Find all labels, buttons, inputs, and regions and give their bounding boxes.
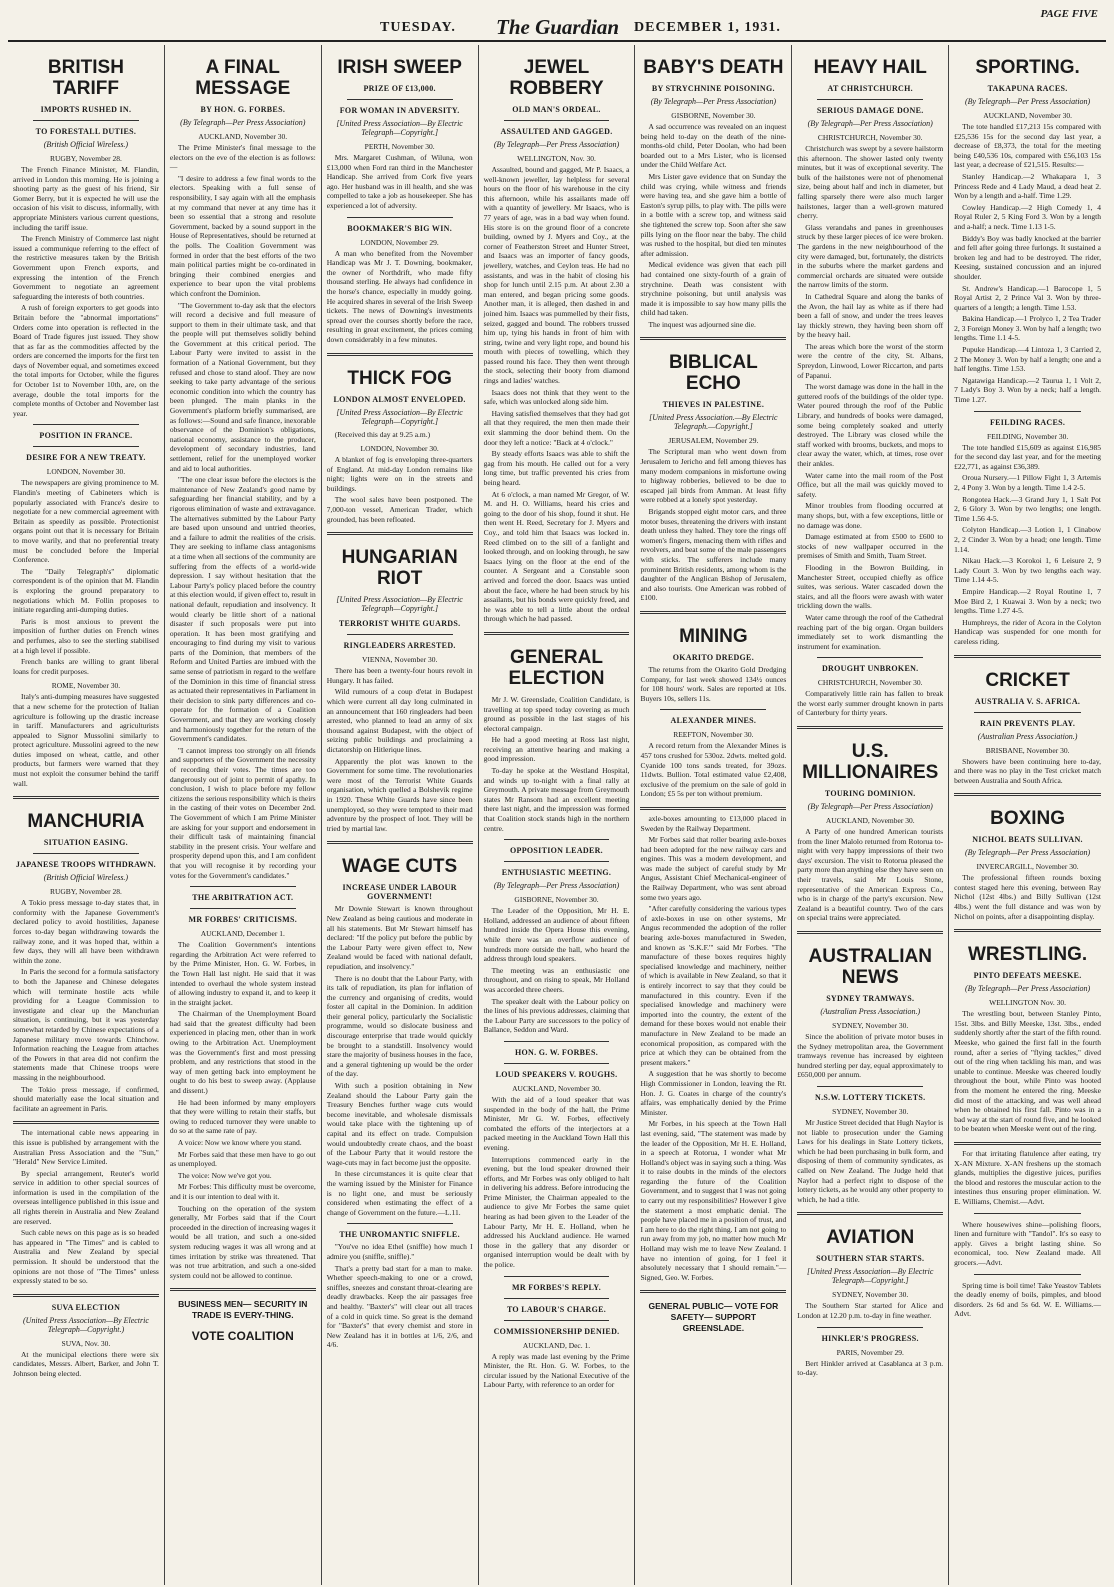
dateline: RUGBY, November 28.: [49, 887, 122, 897]
paragraph: Mr Forbes said that these men have to go out as unemployed.: [169, 1149, 316, 1169]
section-divider: [327, 532, 473, 535]
credit-line: [United Press Association—By Electric Telegraph—Copyright.]: [336, 119, 463, 137]
headline: BIBLICAL ECHO: [669, 352, 758, 395]
divider: [347, 99, 453, 100]
subheadline: INCREASE UNDER LABOUR GOVERNMENT!: [342, 883, 457, 902]
section-divider: [327, 353, 473, 356]
masthead: [8, 6, 1106, 42]
column-5: [635, 45, 792, 1585]
subheadline: TOURING DOMINION.: [824, 789, 916, 799]
subheadline: RINGLEADERS ARRESTED.: [343, 641, 456, 651]
paragraph: The areas which bore the worst of the storm were the centre of the city, St. Albans, Spreydon, Linwood, Lower Riccarton, and parts of Papanui.: [797, 341, 944, 380]
dateline: PARIS, November 29.: [836, 1347, 904, 1357]
advertisement: VOTE COALITION: [191, 1329, 294, 1344]
dateline: SYDNEY, November 30.: [832, 1021, 909, 1030]
dateline: INVERCARGILL, November 30.: [976, 862, 1079, 872]
subheadline: TO FORESTALL DUTIES.: [35, 127, 137, 136]
section-divider: [797, 931, 943, 934]
paragraph: The returns from the Okarito Gold Dredging Company, for last week showed 134½ ounces for 108 hours' work. Sales are reported at 10s. Buyers 10s, sellers 11s.: [640, 664, 787, 703]
paragraph: Nikau Hack.—3 Korokoi 1, 6 Leisure 2, 9 Lady Court 3. Won by two lengths each way. Time 1.14 4-5.: [954, 556, 1102, 585]
credit-line: (Australian Press Association.): [820, 1007, 921, 1016]
headline: THICK FOG: [347, 367, 452, 389]
dateline: SYDNEY, November 30.: [832, 1290, 909, 1300]
subheadline: OPPOSITION LEADER.: [510, 846, 603, 856]
divider: [33, 424, 139, 425]
paragraph: Since the abolition of private motor buses in the Sydney metropolitan area, the Government tramways revenue has increased by eighteen hundred sterling per day, equal approximately to £650,000 per annum.: [797, 1032, 944, 1080]
subheadline: JAPANESE TROOPS WITHDRAWN.: [15, 860, 156, 870]
subheadline: SITUATION EASING.: [43, 838, 128, 848]
divider: [190, 886, 296, 887]
divider: [347, 1223, 453, 1224]
subheadline: THIEVES IN PALESTINE.: [662, 400, 765, 410]
column-7: [949, 45, 1106, 1585]
paragraph: Mr Forbes, in his speech at the Town Hall last evening, said, "The statement was made by the leader of the Opposition, Mr H. E. Holland, in a speech at Rotorua, I wonder what Mr Holland's object was in saying such a thing. Was it to raise doubts in the minds of the electors regarding the future of the Coalition Government, and to suggest that I was not going to carry out my responsibilities? However I give the statement a most emphatic denial. The people have placed me in a position of trust, and I am here to do the right thing. I am not going to run away from my job, no matter how much Mr Holland may wish me to leave New Zealand. I have no intention of going, for I feel it absolutely necessary that I should remain."—Signed, Geo. W. Forbes.: [640, 1119, 787, 1282]
paragraph: "I desire to address a few final words to the electors. Speaking with a full sense of responsibility, I say again with all the emphasis at my command that never at any time has it been so essential that a strong and resolute Government, backed by a sound support in the House of Representatives, should be returned at the polls. The Coalition Government was formed in order that the best efforts of the two main political parties might be co-ordinated in bringing their combined energies and experience to bear upon the vital problems which confront the Dominion.: [169, 173, 316, 298]
credit-line: [United Press Association.—By Electric Telegraph.—Copyright.]: [649, 413, 778, 432]
credit-line: [United Press Association—By Electric Telegraph—Copyright.]: [336, 407, 463, 426]
paragraph: He had a good meeting at Ross last night, receiving an attentive hearing and making a good impression.: [483, 735, 630, 764]
divider: [33, 446, 139, 447]
paragraph: A rush of foreign exporters to get goods into Britain before the "abnormal importations" Orders come into operation is reflected in the Board of Trade figures just issued. They show that as far as the commodities affected by the orders are concerned the imports for the first ten days of November equal, and sometimes exceed the total imports for October, while the figures for October 1st to November 10th, are, on the average, double the total imports for the complete months of October and November last year.: [13, 303, 159, 418]
divider: [660, 709, 766, 710]
headline: A FINAL MESSAGE: [195, 57, 291, 99]
section-divider: [13, 1121, 159, 1124]
subheadline: LONDON ALMOST ENVELOPED.: [333, 394, 466, 404]
paragraph: The Coalition Government's intentions regarding the Arbitration Act were referred to by the Prime Minister, Hon. G. W. Forbes, in the Town Hall last night. He said that it was intended to overhaul the whole system instead of allowing industry to expand it, and to keep it in the straight jacket.: [169, 940, 316, 1007]
masthead-day: TUESDAY.: [380, 20, 456, 35]
column-6: [792, 45, 949, 1585]
subheadline: SERIOUS DAMAGE DONE.: [816, 106, 924, 115]
credit-line: (By Telegraph—Per Press Association): [180, 118, 306, 127]
column-2: [165, 45, 322, 1585]
subheadline: PINTO DEFEATS MEESKE.: [973, 971, 1082, 981]
dateline: AUCKLAND, November 30.: [512, 1083, 601, 1093]
paragraph: By steady efforts Isaacs was able to shift the gag from his mouth. He called out for a very long time, but traffic prevented his cries from being heard.: [483, 449, 630, 487]
paragraph: The international cable news appearing in this issue is published by arrangement with the Australian Press Association and the "Sun," "Herald" New Service Limited.: [13, 1128, 159, 1167]
section-divider: [327, 841, 473, 844]
subheadline: PRIZE OF £13,000.: [363, 84, 436, 93]
divider: [504, 1063, 610, 1064]
credit-line: (By Telegraph—Per Press Association): [807, 802, 933, 812]
subheadline: FOR WOMAN IN ADVERSITY.: [339, 106, 460, 115]
credit-line: (By Telegraph—Per Press Association): [964, 97, 1091, 106]
paragraph: Mr J. W. Greenslade, Coalition Candidate, is travelling at top speed today covering as much ground as possible in the last stages of his electoral campaign.: [483, 694, 630, 733]
subheadline: NICHOL BEATS SULLIVAN.: [972, 835, 1083, 845]
paragraph: Stanley Handicap.—2 Whakapara 1, 3 Princess Rede and 4 Lady Maud, a dead heat 2. Won by a length and a-half. Time 1.29.: [954, 171, 1102, 201]
paragraph: The French Finance Minister, M. Flandin, arrived in London this morning. He is joining a shooting party as the guest of his friend, Sir Gomer Berry, but it is expected he will use the occasion of his visit to discuss, informally, with appropriate Ministers various current questions, including the tariff issue.: [13, 165, 159, 232]
headline: GENERAL ELECTION: [508, 646, 605, 689]
paragraph: There is no doubt that the Labour Party, with its talk of repudiation, its plan for inflation of the currency and organising of credits, would foster all capital in the Dominion. In addition their general policy, particularly the Socialistic programme, would so dislocate business and discourage enterprise that trade would quickly be brought to a standstill. Insolvency would stare the majority of business houses in the face, and a general tightening up would be the order of the day.: [326, 973, 473, 1079]
column-1: [8, 45, 165, 1585]
divider: [33, 120, 139, 121]
paragraph: Bakina Handicap.—1 Prolyco 1, 2 Tea Trader 2, 3 Foreign Money 3. Won by half a length; two lengths. Time 1.1 4-5.: [954, 314, 1102, 343]
paragraph: Brigands stopped eight motor cars, and three motor buses, threatening the drivers with instant death unless they halted. They tore the rings off women's fingers, menacing them with rifles and revolvers, and beat some of the male passengers with sticks. The sufferers include many prominent British residents, among whom is the daughter of the Anglican Bishop of Jerusalem, and also tourists. One American was robbed of £100.: [640, 507, 787, 603]
paragraph: Mr Downie Stewart is known throughout New Zealand as being cautious and moderate in all his statements. But Mr Stewart himself has declared: "If the policy put before the public by the Labour Party were given effect to, New Zealand would be faced with national default, repudiation, and insolvency.": [326, 904, 473, 971]
dateline: JERUSALEM, November 29.: [668, 436, 759, 446]
dateline: LONDON, November 30.: [46, 467, 126, 477]
paragraph: Mrs Lister gave evidence that on Sunday the child was crying, while witness and friends were having tea, and she gave him a bottle of Easton's syrup pills, to play with. The pills were in a bottle with a screw top, and witness said she tightened the screw top. Soon after she saw pills lying on the floor near the baby. The child was rushed to the hospital, but died ten minutes after admission.: [640, 171, 787, 258]
credit-line: (British Official Wireless.): [43, 140, 129, 149]
paragraph: A record return from the Alexander Mines is 457 tons crushed for 530oz. 2dwts. melted gold. Cyanide 100 tons sands treated, for 39ozs. 11dwts. Bullion. Total estimated value £2,408, exclusive of the premium on the sale of gold in London; £5 5s per ton without premium.: [640, 741, 787, 799]
subheadline: HON. G. W. FORBES.: [515, 1047, 598, 1057]
subheadline: IMPORTS RUSHED IN.: [40, 105, 132, 114]
dateline: WELLINGTON, Nov. 30.: [517, 154, 596, 163]
paragraph: Rongotea Hack.—3 Grand Jury 1, 1 Salt Pot 2, 6 Glory 3. Won by two lengths; one length. Time 1.56 4-5.: [954, 494, 1102, 523]
paragraph: In these circumstances it is quite clear that the warning issued by the Minister for Finance is no light one, and must be seriously considered when estimating the effect of a change of Government on the future.—L.11.: [326, 1169, 473, 1217]
divider: [190, 908, 296, 909]
paragraph: Interruptions commenced early in the evening, but the loud speaker drowned their efforts, and Mr Forbes was only obliged to halt in delivering his address. Before introducing the Prime Minister, the Chairman appealed to the audience to give Mr Forbes the same quiet hearing as had been given to the Leader of the Labour Party, Mr H. E. Holland, when he addressed his Auckland audience. He warned those in the gallery that any disorder or organised interruption would be dealt with by the police.: [483, 1154, 630, 1270]
divider: [504, 861, 610, 862]
divider: [504, 120, 610, 121]
paragraph: Where housewives shine—polishing floors, linen and furniture with "Tandol". It's so easy to apply. Gives a bright lasting shine. So economical, too. New Zealand made. All grocers.—Advt.: [954, 1219, 1102, 1267]
section-divider: [640, 611, 786, 614]
paragraph: A voice: Now we know where you stand.: [177, 1138, 302, 1147]
headline: JEWEL ROBBERY: [509, 57, 604, 99]
divider: [817, 1327, 923, 1328]
section-divider: [13, 796, 159, 799]
section-divider: [797, 1212, 943, 1215]
paragraph: "The one clear issue before the electors is the maintenance of New Zealand's good name by safeguarding her financial stability, and by a rigorous elimination of waste and extravagance. The alternatives submitted by the Labour Party are based upon unsound and untried theories, and a failure to admit the realities of the crisis. They are seeking to inflame class antagonisms at a time when all sections of the community are suffering from the effects of a world-wide depression. I say without hesitation that the Labour Party's policy placed before the country at this election would, if given effect to, result in national default, repudiation and insolvency. It would clearly be little short of a national disaster if such proposals were put into operation. It has been most gratifying and encouraging to find during my visit to various parts of the Dominion, that members of the Reform and United Parties are imbued with the same sense of patriotism in regard to the welfare of the Dominion in this time of financial stress as actuated their representatives in Parliament in their decision to sink party differences and co-operate for the formation of a Coalition Government, and that they are working closely and harmoniously together for the return of the Government's candidates.: [169, 475, 316, 744]
dateline: AUCKLAND, November 30.: [983, 111, 1072, 120]
credit-line: [United Press Association—By Electric Telegraph—Copyright.]: [807, 1267, 934, 1286]
paragraph: The Leader of the Opposition, Mr H. E. Holland, addressed an audience of about fifteen hundred inside the Opera House this evening, while there was an overflow audience of hundreds more outside the hall, who heard the address through loud speakers.: [483, 906, 630, 964]
divider: [974, 712, 1081, 713]
subheadline: BY STRYCHNINE POISONING.: [651, 84, 775, 93]
dateline: CHRISTCHURCH, November 30.: [817, 133, 923, 142]
credit-line: (By Telegraph—Per Press Association): [493, 881, 620, 891]
paragraph: Showers have been continuing here to-day, and there was no play in the Test cricket match between Australia and South Africa.: [954, 756, 1102, 785]
received-note: (Received this day at 9.25 a.m.): [334, 429, 431, 439]
subheadline: BOOKMAKER'S BIG WIN.: [347, 223, 453, 233]
paragraph: Christchurch was swept by a severe hailstorm this afternoon. The shower lasted only twenty minutes, but it was of exceptional severity. The bulk of the hailstones were not of phenomenal size, being about half and inch in diameter, but falling sparsely there were also much larger hailstones, larger than a well-grown matured cherry.: [797, 144, 944, 221]
dateline: AUCKLAND, November 30.: [198, 132, 288, 141]
paragraph: In Cathedral Square and along the banks of the Avon, the hail lay as white as if there had been a fall of snow, and under the trees leaves lay thickly strewn, they having been shorn off by the heavy hail.: [797, 291, 944, 340]
headline: HUNGARIAN RIOT: [341, 547, 458, 590]
dateline: BRISBANE, November 30.: [985, 745, 1070, 755]
paragraph: The Chairman of the Unemployment Board had said that the greatest difficulty had been experienced in placing men, other than in work owing to the Arbitration Act. Unemployment was the Government's first and most pressing problem, and any restrictions that stood in the way of men getting back into employment he ought to do his best to sweep away. (Applause and dissent.): [169, 1009, 316, 1096]
divider: [504, 1041, 610, 1042]
paragraph: Oroua Nursery.—1 Pillow Fight 1, 3 Artemis 2, 4 Pony 3. Won by a length. Time 1.4 2-5.: [954, 473, 1102, 492]
credit-line: (By Telegraph—Per Press Association): [650, 97, 776, 106]
headline: U.S. MILLIONAIRES: [802, 741, 939, 784]
paragraph: Medical evidence was given that each pill had contained one sixty-fourth of a grain of strychnine. Death was consistent with strychnine poisoning, but until analysis was made it is impossible to say how many pills the child had taken.: [640, 260, 787, 318]
headline: BOXING: [990, 808, 1066, 830]
divider: [817, 99, 923, 100]
paragraph: The newspapers are giving prominence to M. Flandin's meeting of Cabineters which is popularly associated with France's desire to negotiate for a new commercial agreement with Britain as speedily as possible. Protectionist organs point out that it is necessary for Britain to move warily, and that no preferential treaty must be concluded before the Imperial Conference.: [13, 478, 159, 565]
credit-line: (By Telegraph—Per Press Association): [964, 984, 1091, 994]
subheadline: ASSAULTED AND GAGGED.: [500, 127, 613, 136]
paragraph: Humphreys, the rider of Acora in the Colyton Handicap was suspended for one month for careless riding.: [954, 617, 1102, 646]
divider: [504, 1320, 610, 1321]
paragraph: Having satisfied themselves that they had got all that they required, the men then made their exit slamming the door behind them. On the door they left a notice: "Back at 4 o'clock.": [483, 408, 630, 447]
subheadline: OKARITO DREDGE.: [672, 652, 754, 662]
paragraph: A Party of one hundred American tourists from the liner Malolo returned from Rotorua to-night with very happy impressions of their two days' excursion. The visit to Rotorua pleased the party more than anything else they have seen on their travels, said Mr Louis Stone, representative of the American Express Co., who is in charge of the party's excursion. New Zealand is a beautiful country. Two of the cars on special trains were appreciated.: [797, 827, 944, 923]
paragraph: Wild rumours of a coup d'etat in Budapest which were current all day long culminated in an announcement that 160 ringleaders had been arrested, who planned to lead an army of six thousand against Budapest, with the object of seizing public buildings and proclaiming a dictatorship on Hitlerique lines.: [326, 687, 473, 754]
paragraph: Comparatively little rain has fallen to break the worst early summer drought known in parts of Canterbury for thirty years.: [797, 689, 944, 718]
subheadline: ENTHUSIASTIC MEETING.: [501, 868, 612, 878]
subheadline: SYDNEY TRAMWAYS.: [826, 994, 915, 1003]
paragraph: In Paris the second for a formula satisfactory to both the Japanese and Chinese delegates which will terminate hostile acts while providing for a League Commission to investigate and clear up the Manchurian situation, is continuing, but it was yesterday somewhat retarded by Chinese expectations of a Japanese military move towards Chinchow. Information reaching the League from attaches of the Powers in that area did not confirm the statements made that Chinese troops were massing in the neighbourhood.: [13, 967, 159, 1082]
paragraph: The worst damage was done in the hall in the guttered roofs of the buildings of the older type. Water poured through the roof of the Public Library, and hundreds of books were damaged, some being completely soaked and utterly destroyed. The Library was closed while the staff worked with brooms, buckets, and mops to clear away the water, which, at times, rose over their ankles.: [797, 382, 944, 468]
subheadline: FEILDING RACES.: [989, 417, 1066, 427]
paragraph: Pupuke Handicap.—4 Lintoza 1, 3 Carried 2, 2 The Money 3. Won by half a length; one and a half lengths. Time 1.53.: [954, 345, 1102, 374]
subheadline: DESIRE FOR A NEW TREATY.: [26, 453, 146, 463]
section-divider: [954, 655, 1101, 658]
dateline: CHRISTCHURCH, November 30.: [817, 678, 923, 688]
paragraph: The meeting was an enthusiastic one throughout, and on rising to speak, Mr Holland was accorded three cheers.: [483, 965, 630, 994]
paragraph: A man who benefited from the November Handicap was Mr J. T. Downing, bookmaker, the owner of Northdrift, who made fifty thousand sterling. He always had confidence in the horse's chance, especially in muddy going. He acquired shares in several of the Irish Sweep tickets. The news of Downing's investments spread over the courses shortly before the race, resulting in great excitement, the prices coming down considerably in a few minutes.: [326, 248, 473, 344]
subheadline: TERRORIST WHITE GUARDS.: [338, 619, 461, 629]
paragraph: Mr Forbes: This difficulty must be overcome, and it is our intention to deal with it.: [169, 1182, 316, 1201]
paragraph: The voice: Now we've got you.: [177, 1170, 272, 1180]
divider: [347, 217, 453, 218]
headline: SPORTING.: [975, 57, 1080, 78]
paragraph: The wool sales have been postponed. The 7,000-ton vessel, American Trader, which grounded, has been refloated.: [326, 495, 473, 524]
paragraph: Empire Handicap.—2 Royal Routine 1, 7 Moe Bird 2, 1 Kuawai 3. Won by a neck; two lengths. Time 1.27 4-5.: [954, 586, 1102, 616]
subheadline: MR FORBES' CRITICISMS.: [188, 915, 298, 925]
masthead-date: DECEMBER 1, 1931.: [634, 20, 781, 35]
masthead-paper-title: The Guardian: [496, 15, 620, 39]
subheadline: RAIN PREVENTS PLAY.: [980, 718, 1076, 728]
paragraph: He had been informed by many employers that they were willing to retain their staffs, but owing to reduced turnover they were unable to do so at the same rate of pay.: [169, 1097, 316, 1136]
subheadline: LOUD SPEAKERS V. ROUGHS.: [495, 1069, 618, 1079]
section-divider: [640, 1290, 786, 1293]
divider: [33, 853, 139, 854]
dateline: AUCKLAND, November 30.: [825, 816, 915, 826]
paragraph: The Scriptural man who went down from Jerusalem to Jericho and fell among thieves has many modern companions in misfortune owing to highway robberies, believed to be due to escaped jail birds from Amman. At least fifty were robbed at a lonely spot yesterday.: [640, 447, 787, 505]
headline: IRISH SWEEP: [337, 57, 462, 78]
dateline: GISBORNE, November 30.: [671, 111, 756, 120]
subheadline: DROUGHT UNBROKEN.: [821, 664, 919, 674]
dateline: WELLINGTON Nov. 30.: [989, 998, 1067, 1008]
paragraph: Paris is most anxious to prevent the imposition of further duties on French wines and perfumes, also to see the sterling stabilised at a high level if possible.: [13, 616, 159, 655]
paragraph: The inquest was adjourned sine die.: [648, 319, 756, 329]
subheadline: N.S.W. LOTTERY TICKETS.: [815, 1092, 926, 1102]
section-divider: [797, 726, 943, 729]
paragraph: Bert Hinkler arrived at Casablanca at 3 p.m. to-day.: [797, 1358, 944, 1378]
dateline: FEILDING, November 30.: [986, 431, 1069, 441]
headline: AUSTRALIAN NEWS: [808, 946, 932, 988]
subheadline: MR FORBES'S REPLY.: [511, 1282, 602, 1292]
section-divider: [170, 1288, 316, 1291]
credit-line: (By Telegraph—Per Press Association): [807, 119, 933, 128]
headline: WAGE CUTS: [342, 856, 458, 878]
paragraph: Such cable news on this page as is so headed has appeared in "The Times" and is cabled to Australia and New Zealand by special permission. It should be understood that the opinions are not those of "The Times" unless expressly stated to be so.: [13, 1228, 159, 1286]
paragraph: Damage estimated at from £500 to £600 to stocks of new wallpaper occurred in the premises of Smith and Smith, Tuam Street.: [797, 532, 944, 561]
paragraph: A sad occurrence was revealed on an inquest being held to-day on the death of the nine-months-old child, Peter Doolan, who had been boarded out to a Mrs Lister, who is licensed under the Child Welfare Act.: [640, 122, 787, 170]
advertisement: BUSINESS MEN— SECURITY IN TRADE IS EVERY-THING.: [178, 1299, 308, 1321]
subheadline: SOUTHERN STAR STARTS.: [816, 1254, 925, 1264]
headline: HEAVY HAIL: [813, 57, 927, 78]
paragraph: French banks are willing to grant liberal loans for credit purposes.: [13, 657, 159, 676]
paragraph: The wrestling bout, between Stanley Pinto, 15st. 3lbs. and Billy Meeske, 13st. 3lbs., ended suddenly shortly after the start of the fifth round. Meeske, who gained the first fall in the fourth round, after a series of "flying tackles," dived out of the ring when tackling his man, and was unable to continue. Meeske was cheered loudly throughout the bout, while Pinto was hooted from the moment he entered the ring. Meeske did most of the attacking, and was well ahead when he obtained his first fall. Pinto was in a bad way at the start of round five, and he looked to be beaten when Meeske went out of the ring.: [954, 1009, 1102, 1134]
headline: BABY'S DEATH: [643, 57, 784, 78]
section-divider: [640, 337, 786, 340]
paragraph: With the aid of a loud speaker that was suspended in the body of the hall, the Prime Minister, Mr G. W. Forbes, effectively combated the efforts of the interjectors at a packed meeting in the Auckland Town Hall this evening.: [483, 1094, 630, 1152]
divider: [504, 1276, 610, 1277]
paragraph: With such a position obtaining in New Zealand should the Labour Party gain the Treasury Benches further wage cuts would become inevitable, and wholesale dismissals would take place with the tightening up of capital and its effect on trade. Compulsion would undoubtedly create chaos, and the boast of the Labour Party that it would restore the wage-cuts may in fact become just the opposite.: [326, 1081, 473, 1167]
dateline: PERTH, November 30.: [364, 142, 435, 151]
headline: WRESTLING.: [967, 944, 1088, 966]
dateline: RUGBY, November 28.: [49, 154, 122, 163]
divider: [817, 1086, 923, 1087]
headline: MINING: [679, 625, 748, 647]
paragraph: The speaker dealt with the Labour policy on the lines of his previous addresses, claiming that the Labour Party are successors to the policy of Ballance, Seddon and Ward.: [483, 996, 630, 1035]
divider: [347, 634, 453, 635]
paragraph: A blanket of fog is enveloping three-quarters of England. At mid-day London remains like night; lights were on in the streets and buildings.: [326, 455, 473, 493]
dateline: ROME, November 30.: [51, 681, 121, 691]
paragraph: Water came through the roof of the Cathedral reaching part of the big organ. Organ builders immediately set to work dismantling the instrument for examination.: [797, 612, 944, 651]
paragraph: The French Ministry of Commerce last night issued a communique referring to the effect of the restrictive measures taken by the British Government upon French exports, and expressing the intention of the French Government to negotiate an agreement safeguarding the interests of both countries.: [13, 234, 159, 301]
page-label: PAGE FIVE: [1040, 8, 1098, 20]
paragraph: Assaulted, bound and gagged, Mr P. Isaacs, a well-known jeweller, lay helpless for several hours on the floor of his warehouse in the city this afternoon, while his assailants made off with a quantity of jewellery. Mr Isaacs, who is 77 years of age, was in a bad way when found. His store is on the ground floor of a concrete building, owned by J. Myers and Coy., at the corner of Featherston Street and Hunter Street, and Isaacs was an importer of fancy goods, jewellery, watches, and Ceylon teas. He had no assistants, and was in the habit of closing his shop for lunch until 2.15 p.m. At about 2.30 a man entered, and began pricing some goods. Another man, it is alleged, then dashed in and joined him. Isaacs was pummelled by their fists, seized, gagged and bound. The robbers trussed him up, tying his hands in front of him with string, twine and very light rope, and bound his mouth with pieces of towelling, which they passed round his face. They then went through the stock, selecting their booty from diamond rings and ladies' watches.: [483, 165, 630, 386]
column-3: [322, 45, 479, 1585]
divider: [974, 1213, 1081, 1214]
paragraph: Isaacs does not think that they went to the safe, which was unlocked along side him.: [483, 387, 630, 407]
advertisement: GENERAL PUBLIC— VOTE FOR SAFETY— SUPPORT GREENSLADE.: [648, 1301, 779, 1334]
divider: [974, 411, 1081, 412]
paragraph: Colyton Handicap.—3 Lotion 1, 1 Cinabow 2, 2 Cinder 3. Won by a head; one length. Time 1.14.: [954, 525, 1102, 554]
paragraph: At 6 o'clock, a man named Mr Gregor, of W. M. and H. O. Williams, heard his cries and going to the door of his shop, found it shut. He then went H. Reed, Secretary for J. Myers and Coy., and told him that Isaacs was locked in. Reed climbed on to the sill of a fanlight and looked through, and on looking through, he saw Isaacs lying on the floor at the end of the counter. A Sergeant and a Constable soon arrived and forced the door. Isaacs was untied about the face, where he had been struck by his assailants, but his bonds were quickly freed, and he was able to tell a little about the ordeal through which he had passed.: [483, 489, 630, 624]
paragraph: Minor troubles from flooding occurred at many shops, but, with a few exceptions, little or no damage was done.: [797, 501, 944, 530]
paragraph: At the municipal elections there were six candidates, Messrs. Albert, Barker, and John T. Johnson being elected.: [13, 1349, 159, 1378]
paragraph: To-day he spoke at the Westland Hospital, and winds up to-night with a final rally at Greymouth. A private message from Greymouth states Mr Ransom had an excellent meeting there last night, and the impression was formed that Coalition stock stands high in the northern centre.: [483, 766, 630, 833]
dateline: VIENNA, November 30.: [361, 655, 438, 665]
divider: [504, 1298, 610, 1299]
paragraph: The professional fifteen rounds boxing contest staged here this evening, between Ray Nichol (12st 4lbs.) and Billy Sullivan (12st 4lbs.) went the full distance and was won by Nichol on points, after a disappointing display.: [954, 873, 1102, 921]
paragraph: The Tokio press message, if confirmed, should materially ease the local situation and facilitate an agreement in Paris.: [13, 1084, 159, 1113]
dateline: AUCKLAND, Dec. 1.: [522, 1340, 591, 1350]
section-divider: [954, 793, 1101, 796]
subheadline: AUSTRALIA V. S. AFRICA.: [974, 696, 1081, 706]
divider: [504, 839, 610, 840]
paragraph: For that irritating flatulence after eating, try X-AN Mixture. X-AN freshens up the stomach glands, multiplies the digestive juices, purifies the blood and restores the muscular action to the intestines thus ensuring proper elimination. W. E. Williams, Chemist.—Advt.: [954, 1148, 1102, 1206]
subheadline: SUVA ELECTION: [51, 1302, 121, 1312]
dateline: REEFTON, November 30.: [673, 730, 754, 740]
subheadline: HINKLER'S PROGRESS.: [821, 1333, 919, 1343]
paragraph: Italy's anti-dumping measures have suggested that a new scheme for the protection of Italian agriculture is following up the drastic increase in tariff. Manufacturers and agriculturists appealed to Signor Mussolini similarly to protect agriculture. Mussolini agreed to the new duties imposed on wheat, cattle, and other products, but farmers were warned that they must not exploit the consumer behind the tariff wall.: [13, 692, 159, 788]
paragraph: Glass verandahs and panes in greenhouses struck by these larger pieces of ice were broken. The gardens in the new neighbourhood of the city were damaged, but, fortunately, the districts in the suburbs where the market gardens and commercial orchards are situated were outside the narrow limits of the storm.: [797, 222, 944, 290]
paragraph: "The Government to-day ask that the electors will record a decisive and full measure of support to them in their ultimate task, and that the people will put themselves solidly behind the Government at this critical period. The Labour Party were invited to assist in the formation of a National Government, but they refused and chose to stand aloof. They are now seeking to take party advantage of the serious economic condition into which the country has been plunged. The main planks in the Government's platform briefly summarised, are as follows:—Sound and safe finance, inexorable observance of the Dominion's obligations, national economy, assistance to the producer, development of secondary industries, land settlement, relief for the unemployed worker and aid to local authorities.: [169, 300, 316, 473]
paragraph: Apparently the plot was known to the Government for some time. The revolutionaries were most of the Terrorist White Guards organisation, which quelled a Bolshevik regime in 1920. These White Guards have since been unemployed, so they were tempted to their mad adventure by the prospect of loot. They will be tried by martial law.: [326, 756, 473, 833]
headline: BRITISH TARIFF: [47, 57, 124, 99]
paragraph: Touching on the operation of the system generally, Mr Forbes said that if the Court proceeded in the direction of increasing wages it would be all tration, and such a one-sided system reducing wages it was all wrong and at times irritation by strike was threatened. That was not true arbitration, and such a one-sided system could not be allowed to continue.: [169, 1203, 316, 1280]
dateline: LONDON, November 29.: [360, 237, 439, 247]
credit-line: (Australian Press Association.): [977, 731, 1078, 741]
dateline: SYDNEY, November 30.: [832, 1106, 909, 1116]
section-divider: [640, 807, 786, 810]
subheadline: TO LABOUR'S CHARGE.: [506, 1304, 607, 1314]
paragraph: A reply was made last evening by the Prime Minister, the Rt. Hon. G. W. Forbes, to the circular issued by the National Executive of the Labour Party, with reference to an order for: [483, 1351, 630, 1390]
paragraph: Cowley Handicap.—2 High Comedy 1, 4 Royal Ruler 2, 5 King Ford 3. Won by a length and a-half; a neck. Time 1.13 1-5.: [954, 202, 1102, 231]
paragraph: The tote handled £17,213 15s compared with £25,536 15s for the second day last year, a decrease of £8,373, the total for the meeting being £40,536 10s, compared with £56,103 15s last year, a decrease of £21,515. Results:—: [954, 122, 1102, 170]
column-4: [479, 45, 636, 1585]
subheadline: TAKAPUNA RACES.: [987, 84, 1068, 93]
paragraph: A suggestion that he was shortly to become High Commissioner in London, leaving the Rt. Hon. J. G. Coates in charge of the country's affairs, was emphatically denied by the Prime Minister.: [640, 1069, 787, 1117]
paragraph: The Southern Star started for Alice and London at 12.20 p.m. to-day in fine weather.: [797, 1301, 944, 1320]
headline: CRICKET: [985, 669, 1070, 691]
paragraph: Flooding in the Bowron Building, in Manchester Street, occupied chiefly as office suites, was serious. Water cascaded down the stairs, and all the floors were awash with water trickling down the walls.: [797, 562, 944, 611]
section-divider: [954, 1142, 1101, 1145]
credit-line: (By Telegraph—Per Press Association): [493, 140, 620, 149]
subheadline: THE UNROMANTIC SNIFFLE.: [339, 1230, 460, 1240]
paragraph: Mr Forbes said that roller bearing axle-boxes had been adopted for the new railway cars and engines. This was a modern development, and was made the subject of careful study by Mr Angus, Assistant Chief Mechanical-engineer of the Railway Department, who was sent abroad some two years ago.: [640, 835, 787, 902]
headline: MANCHURIA: [27, 811, 145, 833]
subheadline: BY HON. G. FORBES.: [200, 105, 286, 114]
paragraph: "After carefully considering the various types of axle-boxes in use on other systems, Mr Angus recommended the adoption of the roller bearing axle-boxes manufactured in Sweden, and known as 'S.K.F.'" said Mr Forbes. "The manufacture of these boxes requires highly specialised knowledge and machinery, neither of which is available in New Zealand, so that it is entirely incorrect to say that they could be manufactured in this country. Even if the specialised knowledge and machinery were imported into the country, the extent of the demand for these boxes would not enable their manufacture in New Zealand to be made an economical proposition, as compared with the price at which they can be obtained from the present makers.": [640, 904, 787, 1067]
paragraph: Mrs. Margaret Cushman, of Wiluna, won £13,000 when Ford ran third in the Manchester Handicap. She arrived from Cork five years ago. Her husband was in ill health, and she was compelled to take a job as housekeeper. She has experienced a lot of adversity.: [326, 153, 473, 210]
dateline: SUVA, Nov. 30.: [61, 1338, 111, 1348]
paragraph: "You've no idea Ethel (sniffle) how much I admire you (sniffle, sniffle).": [326, 1242, 473, 1261]
paragraph: axle-boxes amounting to £13,000 placed in Sweden by the Railway Department.: [640, 813, 787, 833]
paragraph: Water came into the mail room of the Post Office, but all the mail was quickly moved to safety.: [797, 470, 944, 499]
paragraph: A Tokio press message to-day states that, in conformity with the Japanese Government's declared policy to avoid hostilities, Japanese forces to-day began withdrawing towards the railway zone, and it was hoped that, within a few days, they will all have been withdrawn within the zone.: [13, 898, 159, 965]
subheadline: POSITION IN FRANCE.: [39, 431, 133, 441]
subheadline: THE ARBITRATION ACT.: [192, 893, 294, 903]
divider: [974, 1274, 1081, 1275]
paragraph: That's a pretty bad start for a man to make. Whether speech-making to one or a crowd, sniffles, sneezes and constant throat-clearing are deadly drawbacks. Keep the air passages free and healthy. "Baxter's" will clear out all traces of a cold in quick time. So great is the demand for "Baxter's" that every chemist and store in New Zealand has it in bottles at 1/6, 2/6, and 4/6.: [326, 1263, 473, 1350]
paragraph: Spring time is boil time! Take Yeastov Tablets the deadly enemy of boils, pimples, and blood disorders. 2s 6d and 5s 6d. W. E. Williams.—Advt.: [954, 1280, 1102, 1319]
section-divider: [484, 632, 630, 635]
headline: AVIATION: [826, 1227, 915, 1249]
divider: [817, 657, 923, 658]
dateline: LONDON, November 30.: [360, 444, 439, 454]
credit-line: (British Official Wireless.): [43, 873, 129, 883]
credit-line: (United Press Association—By Electric Telegraph—Copyright.): [22, 1315, 149, 1334]
subheadline: ALEXANDER MINES.: [670, 716, 757, 726]
paragraph: St. Andrew's Handicap.—1 Barocope 1, 5 Royal Artist 2, 2 Prince Val 3. Won by three-quarters of a length; a length. Time 1.53.: [954, 283, 1102, 312]
dateline: AUCKLAND, December 1.: [200, 929, 285, 939]
subheadline: AT CHRISTCHURCH.: [827, 84, 913, 93]
section-divider: [13, 1294, 159, 1297]
paragraph: The tote handled £15,609 as against £16,985 for the second day last year, and for the meeting £22,771, as against £36,389.: [954, 442, 1102, 471]
credit-line: [United Press Association—By Electric Telegraph—Copyright.]: [336, 595, 463, 614]
credit-line: (By Telegraph—Per Press Association): [964, 848, 1091, 858]
paragraph: "I cannot impress too strongly on all friends and supporters of the Government the necessity of recording their votes. The times are too dangerously out of joint to permit of apathy. In conclusion, I wish to place before my fellow citizens the serious responsibility which is theirs in the casting of their votes on December 2nd. The Government of which I am Prime Minister are asking for your support and endorsement in their difficult task of maintaining financial stability in the present crisis. Your welfare and prosperity depend upon this, and I am confident that you will recognise it by recording your votes for the Government's candidates.": [169, 745, 316, 880]
subheadline: COMMISSIONERSHIP DENIED.: [493, 1326, 620, 1336]
paragraph: The Prime Minister's final message to the electors on the eve of the election is as follows:—: [169, 143, 316, 172]
paragraph: The "Daily Telegraph's" diplomatic correspondent is of the opinion that M. Flandin is exploring the ground preparatory to negotiations which M. Follin proposes to initiate regarding anti-dumping duties.: [13, 566, 159, 615]
paragraph: By special arrangement, Reuter's world service in addition to other special sources of information is used in the compilation of the overseas intelligence published in this issue and all rights therein in Australia and New Zealand are reserved.: [13, 1168, 159, 1226]
paragraph: Mr Justice Street decided that Hugh Naylor is not liable to prosecution under the Gaming Laws for his dealings in State Lottery tickets, which he had been purchasing in bulk form, and disposing of them of community syndicates, as called on New Zealand. The Judge held that Naylor had a perfect right to dispose of the lottery tickets, as he would any other property to which, he had a title.: [797, 1117, 944, 1204]
columns-container: [8, 45, 1106, 1585]
paragraph: Biddy's Boy was badly knocked at the barrier and fell after going three furlongs. It sustained a broken leg and had to be destroyed. The rider, Keesing, sustained concussion and an injured shoulder.: [954, 233, 1102, 281]
paragraph: There has been a twenty-four hours revolt in Hungary. It has failed.: [326, 666, 473, 685]
section-divider: [954, 929, 1101, 932]
dateline: GISBORNE, November 30.: [514, 895, 599, 905]
subheadline: OLD MAN'S ORDEAL.: [512, 105, 601, 114]
paragraph: Ngatawiga Handicap.—2 Taurua 1, 1 Volt 2, 7 Lady's Boy 3. Won by a neck; half a length. Time 1.27.: [954, 375, 1102, 405]
